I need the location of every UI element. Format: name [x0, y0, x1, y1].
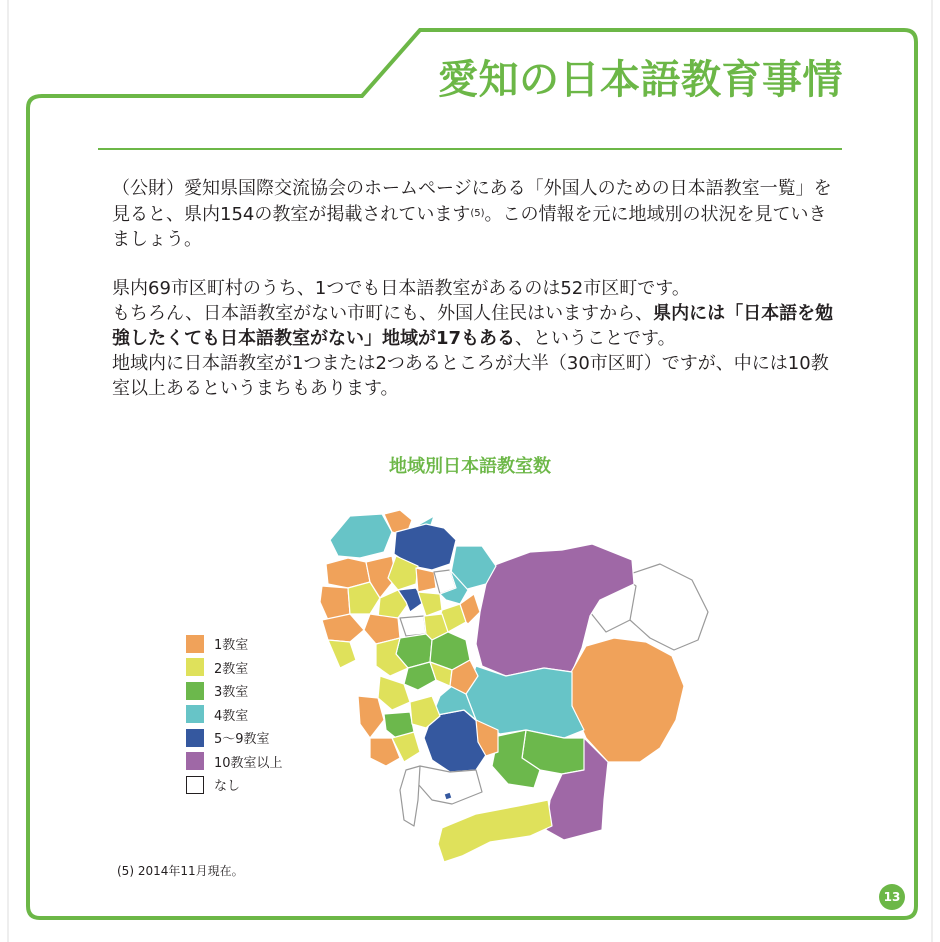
legend-item-5: [186, 726, 283, 750]
legend-swatch: [186, 658, 204, 676]
legend-label: なし: [214, 779, 241, 795]
legend-swatch: [186, 776, 204, 794]
legend-label: 2教室: [214, 661, 249, 677]
legend-label: 5〜9教室: [214, 732, 270, 748]
legend-swatch: [186, 682, 204, 700]
intro-text: （公財）愛知県国際交流協会のホームページにある「外国人のための日本語教室一覧」を見ると、県内154の教室が掲載されています: [112, 178, 832, 225]
map-region-1-center-a: [416, 568, 436, 592]
intro-text-end: 。この情報を元に地域別の状況を見ていきましょう。: [112, 204, 827, 250]
summary-sentence-2-bold: 県内には「日本語を勉強したくても日本語教室がない」地域が17もある: [112, 303, 834, 349]
map-region-none-peninsula: [400, 766, 420, 826]
map-region-none-center-b: [400, 616, 426, 636]
title-divider: [98, 148, 842, 150]
legend-label: 10教室以上: [214, 755, 283, 771]
legend-swatch: [186, 752, 204, 770]
map-region-2-center-c: [418, 592, 442, 616]
summary-sentence-2-post: 、ということです。: [515, 328, 676, 349]
map-region-2-west-b: [328, 640, 356, 668]
map-legend: [186, 632, 283, 797]
intro-paragraph: [112, 176, 842, 252]
legend-label: 1教室: [214, 638, 249, 654]
legend-item-2: [186, 656, 283, 680]
summary-sentence-2: [112, 301, 842, 351]
figure-title: 地域別日本語教室数: [389, 456, 551, 477]
footnote-reference: (5): [470, 208, 485, 219]
summary-sentence-2-pre: もちろん、日本語教室がない市町にも、外国人住民はいますから、: [112, 303, 654, 324]
legend-label: 4教室: [214, 708, 249, 724]
map-region-5-9-islet: [444, 792, 452, 800]
page-title: 愛知の日本語教育事情: [438, 57, 843, 103]
legend-item-6: [186, 750, 283, 774]
legend-item-3: [186, 679, 283, 703]
summary-sentence-1: 県内69市区町村のうち、1つでも日本語教室があるのは52市区町です。: [112, 278, 690, 299]
legend-item-1: [186, 632, 283, 656]
legend-swatch: [186, 729, 204, 747]
legend-item-4: [186, 703, 283, 727]
legend-swatch: [186, 635, 204, 653]
legend-label: 3教室: [214, 685, 249, 701]
summary-sentence-3: 地域内に日本語教室が1つまたは2つあるところが大半（30市区町）ですが、中には10教室以上あるというまちもあります。: [112, 353, 829, 399]
legend-item-7: [186, 773, 283, 797]
page-number: 13: [879, 884, 905, 910]
map-region-2-atsumi: [438, 800, 552, 862]
body-text: [112, 176, 842, 401]
legend-swatch: [186, 705, 204, 723]
footnote: (5) 2014年11月現在。: [117, 864, 244, 878]
map-region-4-northwest: [330, 514, 392, 558]
aichi-map: [300, 480, 720, 880]
map-region-1-west-d: [322, 614, 364, 642]
map-region-1-chita-a: [358, 696, 384, 738]
